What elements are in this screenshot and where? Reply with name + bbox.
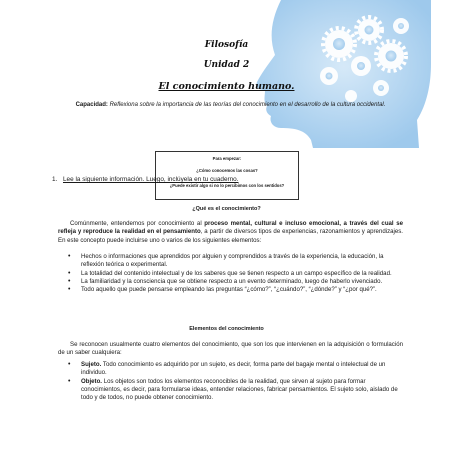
section1-list — [68, 253, 403, 294]
capacidad-text: Reflexiona sobre la importancia de las teorías del conocimiento en el desarrollo de la cultura occidental. — [109, 102, 386, 108]
list-item: • Todo aquello que puede pensarse empleando las preguntas “¿cómo?”, “¿cuándo?”, “¿dónde?” y “¿por qué?”. — [68, 286, 403, 294]
capacidad-label: Capacidad: — [75, 102, 108, 108]
unit-title: Unidad 2 — [203, 60, 250, 70]
term-objeto: Objeto. — [81, 377, 102, 385]
section2-list — [68, 361, 403, 402]
instruction-text: Lee la siguiente información. Luego, inclúyela en tu cuaderno. — [63, 176, 239, 183]
list-item: • La familiaridad y la consciencia que se obtiene respecto a un evento determinado, luego de haberlo vivenciado. — [68, 278, 403, 286]
list-item: • Hechos o informaciones que aprendidos por alguien y comprendidos a través de la experiencia, la educación, la reflexión teórica o experimental. — [68, 253, 403, 270]
instruction-number: 1. — [52, 176, 58, 183]
list-item — [68, 378, 403, 403]
head-gears-illustration — [241, 0, 431, 148]
warmup-question-1: ¿Cómo conocemos las cosas? — [196, 168, 258, 173]
topic-title: El conocimiento humano. — [158, 81, 295, 92]
warmup-question-2: ¿Puede existir algo si no lo percibimos con los sentidos? — [169, 183, 285, 188]
section1-paragraph — [58, 220, 403, 245]
para-text: , a partir de diversos tipos de experiencias, razonamientos y aprendizajes. En este concepto puede incluirse uno o varios de los siguientes elementos: — [58, 228, 403, 244]
capacidad-statement — [58, 101, 403, 110]
para-bold-text: proceso mental, cultural e incluso emocional, a través del cual se refleja y reproduce la realidad en el pensamiento — [58, 220, 404, 236]
subject-title: Filosofía — [204, 40, 249, 50]
section2-paragraph: Se reconocen usualmente cuatro elementos del conocimiento, que son los que intervienen en la adquisición o formulación de un saber cualquiera: — [58, 341, 403, 357]
section-title-que-es: ¿Qué es el conocimiento? — [192, 206, 261, 212]
list-item: • La totalidad del contenido intelectual y de los saberes que se tienen respecto a un campo específico de la realidad. — [68, 270, 403, 278]
section-title-elementos: Elementos del conocimiento — [189, 326, 264, 332]
list-item — [68, 361, 403, 378]
warmup-title: Para empezar: — [212, 156, 242, 161]
para-text: Comúnmente, entendemos por conocimiento al — [70, 220, 205, 227]
item-text: Todo conocimiento es adquirido por un sujeto, es decir, forma parte del bagaje mental o intelectual de un individuo. — [81, 361, 386, 377]
term-sujeto: Sujeto. — [81, 361, 102, 368]
item-text: Los objetos son todos los elementos reconocibles de la realidad, que sirven al sujeto para formar conocimientos, es decir, para formularse ideas, entender relaciones, fabricar pensamientos. El sujeto solo, aislado de todo y de todos, no puede obtener conocimiento. — [81, 377, 398, 402]
